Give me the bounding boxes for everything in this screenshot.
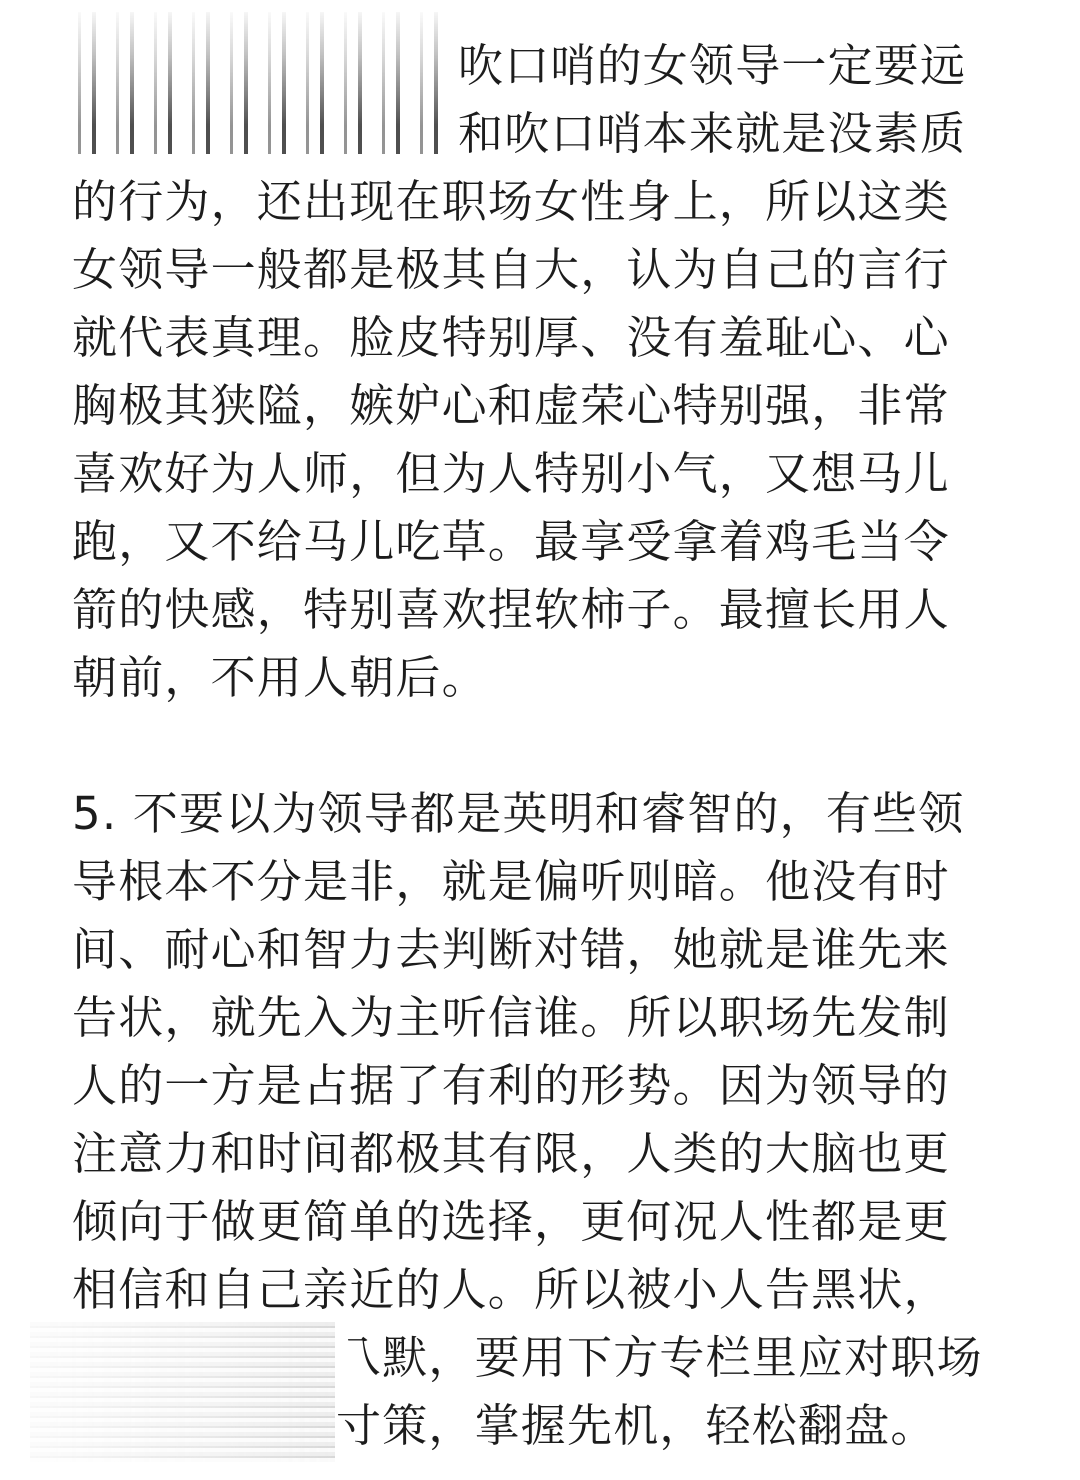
text-line: 导根本不分是非，就是偏听则暗。他没有时 <box>72 855 950 908</box>
text-line: 女领导一般都是极其自大，认为自己的言行 <box>72 243 950 296</box>
text-line: 和吹口哨本来就是没素质 <box>458 107 967 160</box>
text-line: 5. 不要以为领导都是英明和睿智的，有些领 <box>72 787 965 840</box>
text-line: 寸策，掌握先机，轻松翻盘。 <box>336 1399 937 1452</box>
text-line: 喜欢好为人师，但为人特别小气，又想马儿 <box>72 447 950 500</box>
redaction-barcode-top <box>72 12 454 154</box>
text-line: 跑，又不给马儿吃草。最享受拿着鸡毛当令 <box>72 515 950 568</box>
text-line: 人的一方是占据了有利的形势。因为领导的 <box>72 1059 950 1112</box>
text-line: 间、耐心和智力去判断对错，她就是谁先来 <box>72 923 950 976</box>
redaction-bar-bottom <box>30 1392 335 1462</box>
text-line: 倾向于做更简单的选择，更何况人性都是更 <box>72 1195 950 1248</box>
text-line: 箭的快感，特别喜欢捏软柿子。最擅长用人 <box>72 583 950 636</box>
text-line: 就代表真理。脸皮特别厚、没有羞耻心、心 <box>72 311 950 364</box>
text-line: 朝前，不用人朝后。 <box>72 651 488 704</box>
text-line: 相信和自己亲近的人。所以被小人告黑状， <box>72 1263 950 1316</box>
text-line: 胸极其狭隘，嫉妒心和虚荣心特别强，非常 <box>72 379 950 432</box>
redaction-bar-bottom <box>30 1322 335 1392</box>
text-line: 告状，就先入为主听信谁。所以职场先发制 <box>72 991 950 1044</box>
text-line: 吹口哨的女领导一定要远 <box>458 39 967 92</box>
text-line: 的行为，还出现在职场女性身上，所以这类 <box>72 175 950 228</box>
text-line: 注意力和时间都极其有限，人类的大脑也更 <box>72 1127 950 1180</box>
text-line: 乁默，要用下方专栏里应对职场 <box>336 1331 983 1384</box>
